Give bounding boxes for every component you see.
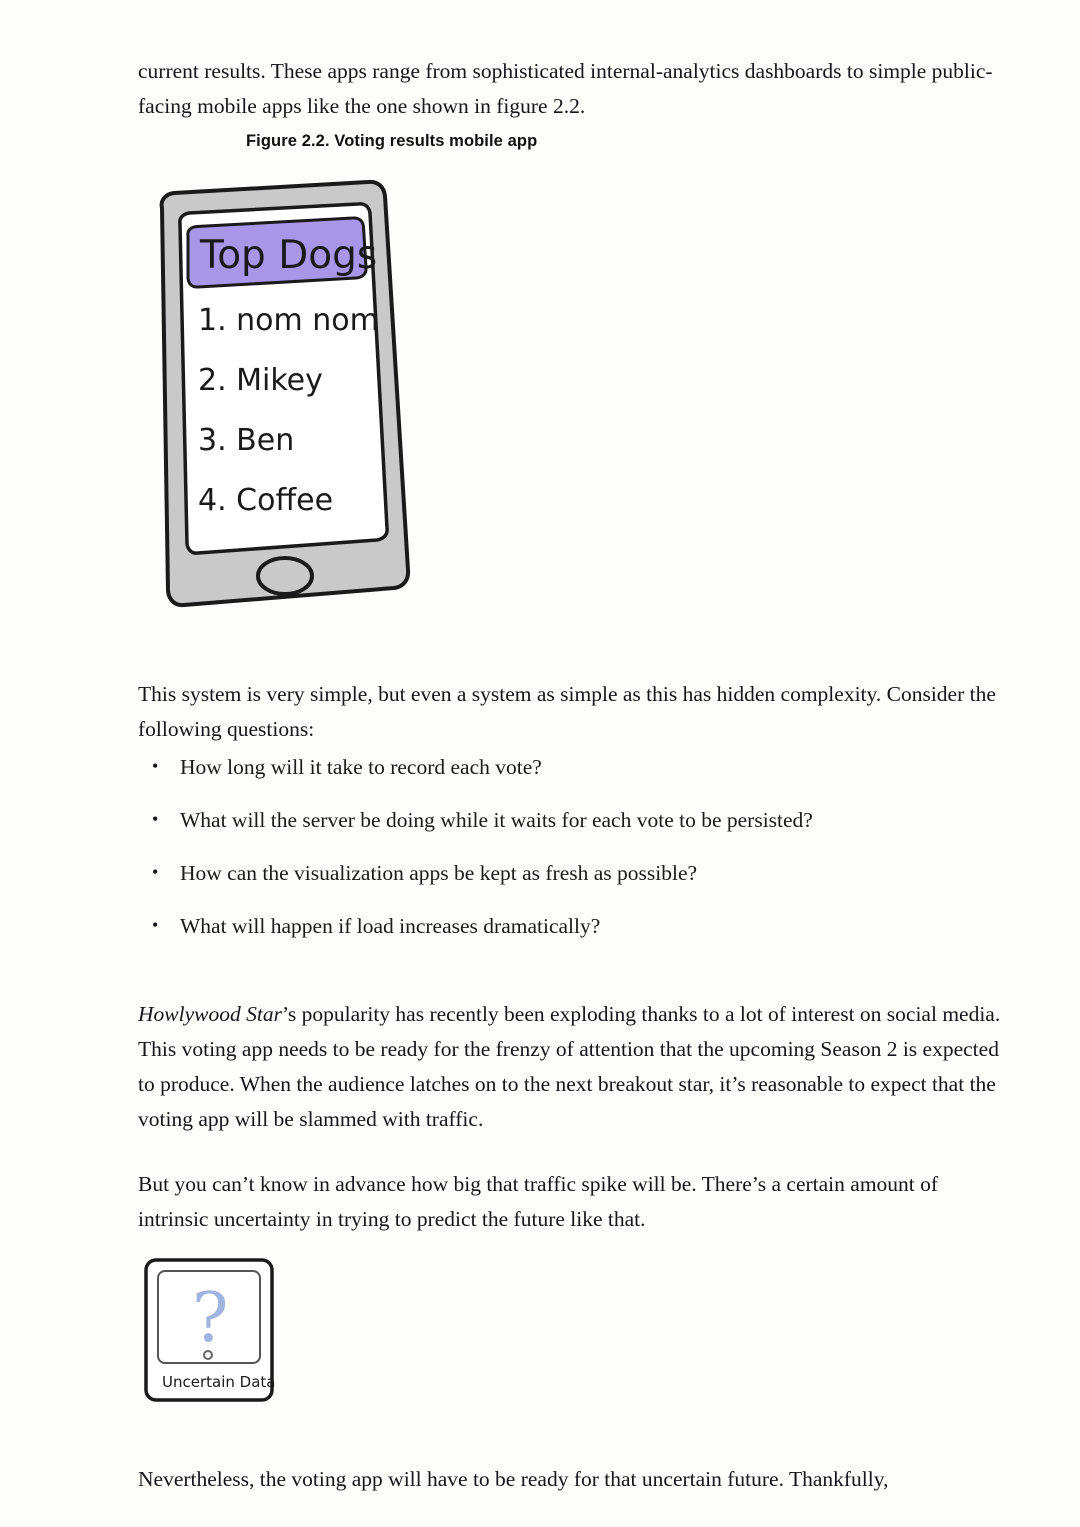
figure-voting-app [140, 178, 430, 623]
paragraph-last [138, 1462, 1006, 1497]
paragraph-complexity [138, 677, 1006, 747]
list-item [138, 856, 1006, 891]
paragraph-top-text: current results. These apps range from sophisticated internal-analytics dashboards to simple public-facing mobile apps like the one shown in figure 2.2. [138, 58, 993, 118]
figure-caption: Figure 2.2. Voting results mobile app [246, 132, 538, 150]
question-text: How long will it take to record each vote? [180, 755, 542, 779]
app-list-item-4: 4. Coffee [198, 483, 334, 518]
app-list-item-3: 3. Ben [198, 423, 295, 458]
uncertain-data-label: Uncertain Data [162, 1373, 276, 1391]
list-item [138, 803, 1006, 838]
howlywood-rest: ’s popularity has recently been exploding thanks to a lot of interest on social media. This voting app needs to be ready for the frenzy of attention that the upcoming Season 2 is expected to produce. When the audience latches on to the next breakout star, it’s reasonable to expect that the voting app will be slammed with traffic. [138, 1001, 1001, 1131]
paragraph-uncertainty-text: But you can’t know in advance how big that traffic spike will be. There’s a certain amount of intrinsic uncertainty in trying to predict the future like that. [138, 1171, 939, 1231]
paragraph-complexity-text: This system is very simple, but even a system as simple as this has hidden complexity. Consider the following questions: [138, 681, 996, 741]
app-list-item-2: 2. Mikey [198, 363, 323, 398]
question-text: What will the server be doing while it waits for each vote to be persisted? [180, 808, 813, 832]
figure-uncertain-data [140, 1255, 280, 1405]
list-item [138, 750, 1006, 785]
app-list-item-1: 1. nom nom [198, 303, 379, 338]
paragraph-top [138, 54, 1006, 124]
question-mark-icon: ? [192, 1279, 229, 1358]
paragraph-last-text: Nevertheless, the voting app will have to be ready for that uncertain future. Thankfully, [138, 1466, 889, 1491]
howlywood-title: Howlywood Star [138, 1001, 282, 1026]
question-text: How can the visualization apps be kept as fresh as possible? [180, 861, 698, 885]
list-item [138, 909, 1006, 944]
paragraph-uncertainty [138, 1167, 1006, 1237]
question-text: What will happen if load increases dramatically? [180, 914, 601, 938]
paragraph-howlywood [138, 997, 1006, 1137]
app-title: Top Dogs [200, 233, 378, 278]
questions-list [138, 750, 1006, 962]
